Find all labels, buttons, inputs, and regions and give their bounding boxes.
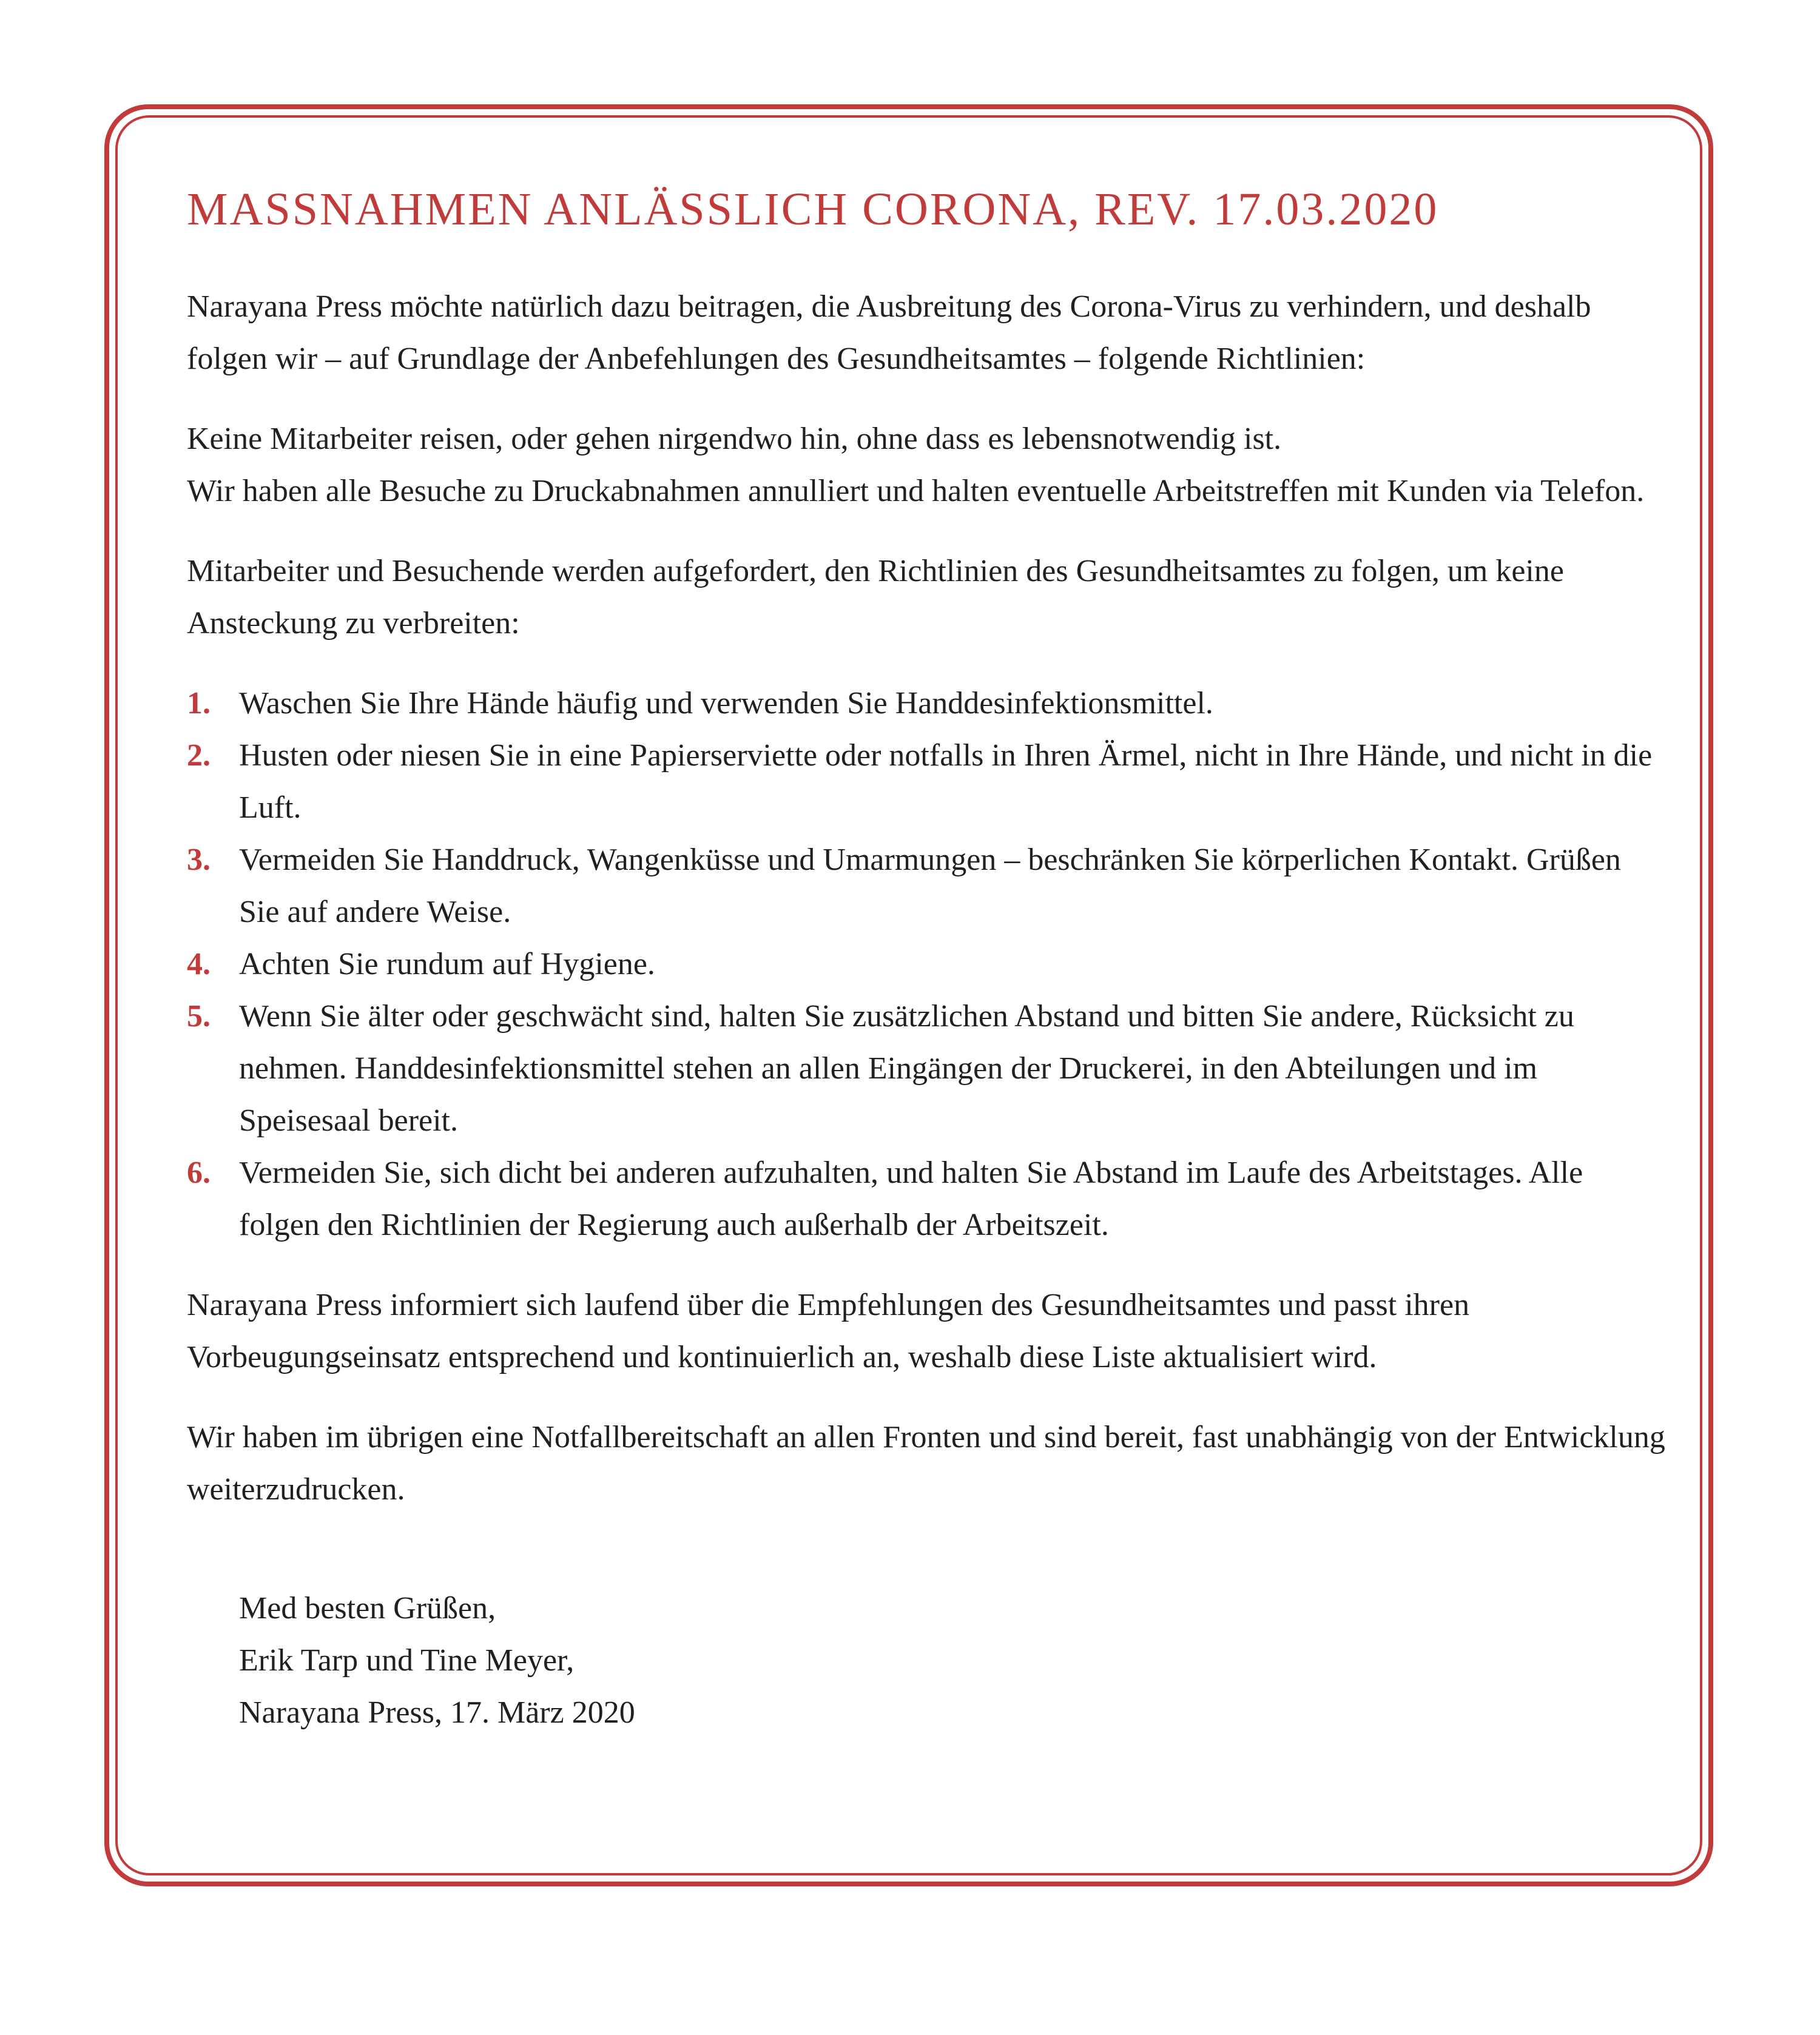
list-item-number: 2. [187, 738, 211, 773]
travel-line-1: Keine Mitarbeiter reisen, oder gehen nirgendwo hin, ohne dass es lebensnotwendig ist. [187, 422, 1282, 457]
list-item [187, 991, 1667, 1147]
travel-paragraph [187, 413, 1667, 517]
travel-line-2: Wir haben alle Besuche zu Druckabnahmen annulliert und halten eventuelle Arbeitstreffen mit Kunden via Telefon. [187, 474, 1645, 509]
list-item-number: 6. [187, 1155, 211, 1191]
signature-place-date: Narayana Press, 17. März 2020 [239, 1695, 635, 1731]
informed-paragraph: Narayana Press informiert sich laufend über die Empfehlungen des Gesundheitsamtes und passt ihren Vorbeugungseinsatz entsprechend und kontinuierlich an, weshalb diese Liste aktualisiert wird. [187, 1288, 1470, 1375]
list-item-text: Vermeiden Sie, sich dicht bei anderen aufzuhalten, und halten Sie Abstand im Laufe des Arbeitstages. Alle folgen den Richtlinien der Regierung auch außerhalb der Arbeitszeit. [239, 1155, 1583, 1243]
list-item-text: Vermeiden Sie Handdruck, Wangenküsse und Umarmungen – beschränken Sie körperlichen Kontakt. Grüßen Sie auf andere Weise. [239, 843, 1621, 930]
list-item-text: Waschen Sie Ihre Hände häufig und verwenden Sie Handdesinfektionsmittel. [239, 686, 1213, 721]
list-item-text: Wenn Sie älter oder geschwächt sind, halten Sie zusätzlichen Abstand und bitten Sie andere, Rücksicht zu nehmen. Handdesinfektionsmittel stehen an allen Eingängen der Druckerei, in den Abteilungen und im Speisesaal bereit. [239, 999, 1574, 1139]
list-item-text: Husten oder niesen Sie in eine Papierserviette oder notfalls in Ihren Ärmel, nicht in Ihre Hände, und nicht in die Luft. [239, 738, 1653, 826]
list-item [187, 678, 1667, 730]
signature-block [187, 1583, 1667, 1739]
list-item [187, 834, 1667, 938]
list-item [187, 938, 1667, 991]
intro-paragraph: Narayana Press möchte natürlich dazu beitragen, die Ausbreitung des Corona-Virus zu verhindern, und deshalb folgen wir – auf Grundlage der Anbefehlungen des Gesundheitsamtes – folgende Richtlinien: [187, 289, 1591, 377]
list-item [187, 730, 1667, 834]
signature-greeting: Med besten Grüßen, [239, 1591, 496, 1626]
emergency-paragraph: Wir haben im übrigen eine Notfallbereitschaft an allen Fronten und sind bereit, fast unabhängig von der Entwicklung weiterzudrucken. [187, 1420, 1665, 1507]
list-item [187, 1147, 1667, 1251]
guidelines-list [187, 678, 1667, 1251]
list-item-number: 1. [187, 686, 211, 721]
list-item-number: 5. [187, 999, 211, 1034]
list-item-number: 4. [187, 947, 211, 982]
document-content [187, 182, 1667, 1739]
list-item-number: 3. [187, 843, 211, 878]
guidelines-intro-paragraph: Mitarbeiter und Besuchende werden aufgefordert, den Richtlinien des Gesundheitsamtes zu folgen, um keine Ansteckung zu verbreiten: [187, 554, 1564, 641]
document-title: MASSNAHMEN ANLÄSSLICH CORONA, REV. 17.03.2020 [187, 184, 1439, 235]
list-item-text: Achten Sie rundum auf Hygiene. [239, 947, 655, 982]
signature-names: Erik Tarp und Tine Meyer, [239, 1643, 575, 1678]
